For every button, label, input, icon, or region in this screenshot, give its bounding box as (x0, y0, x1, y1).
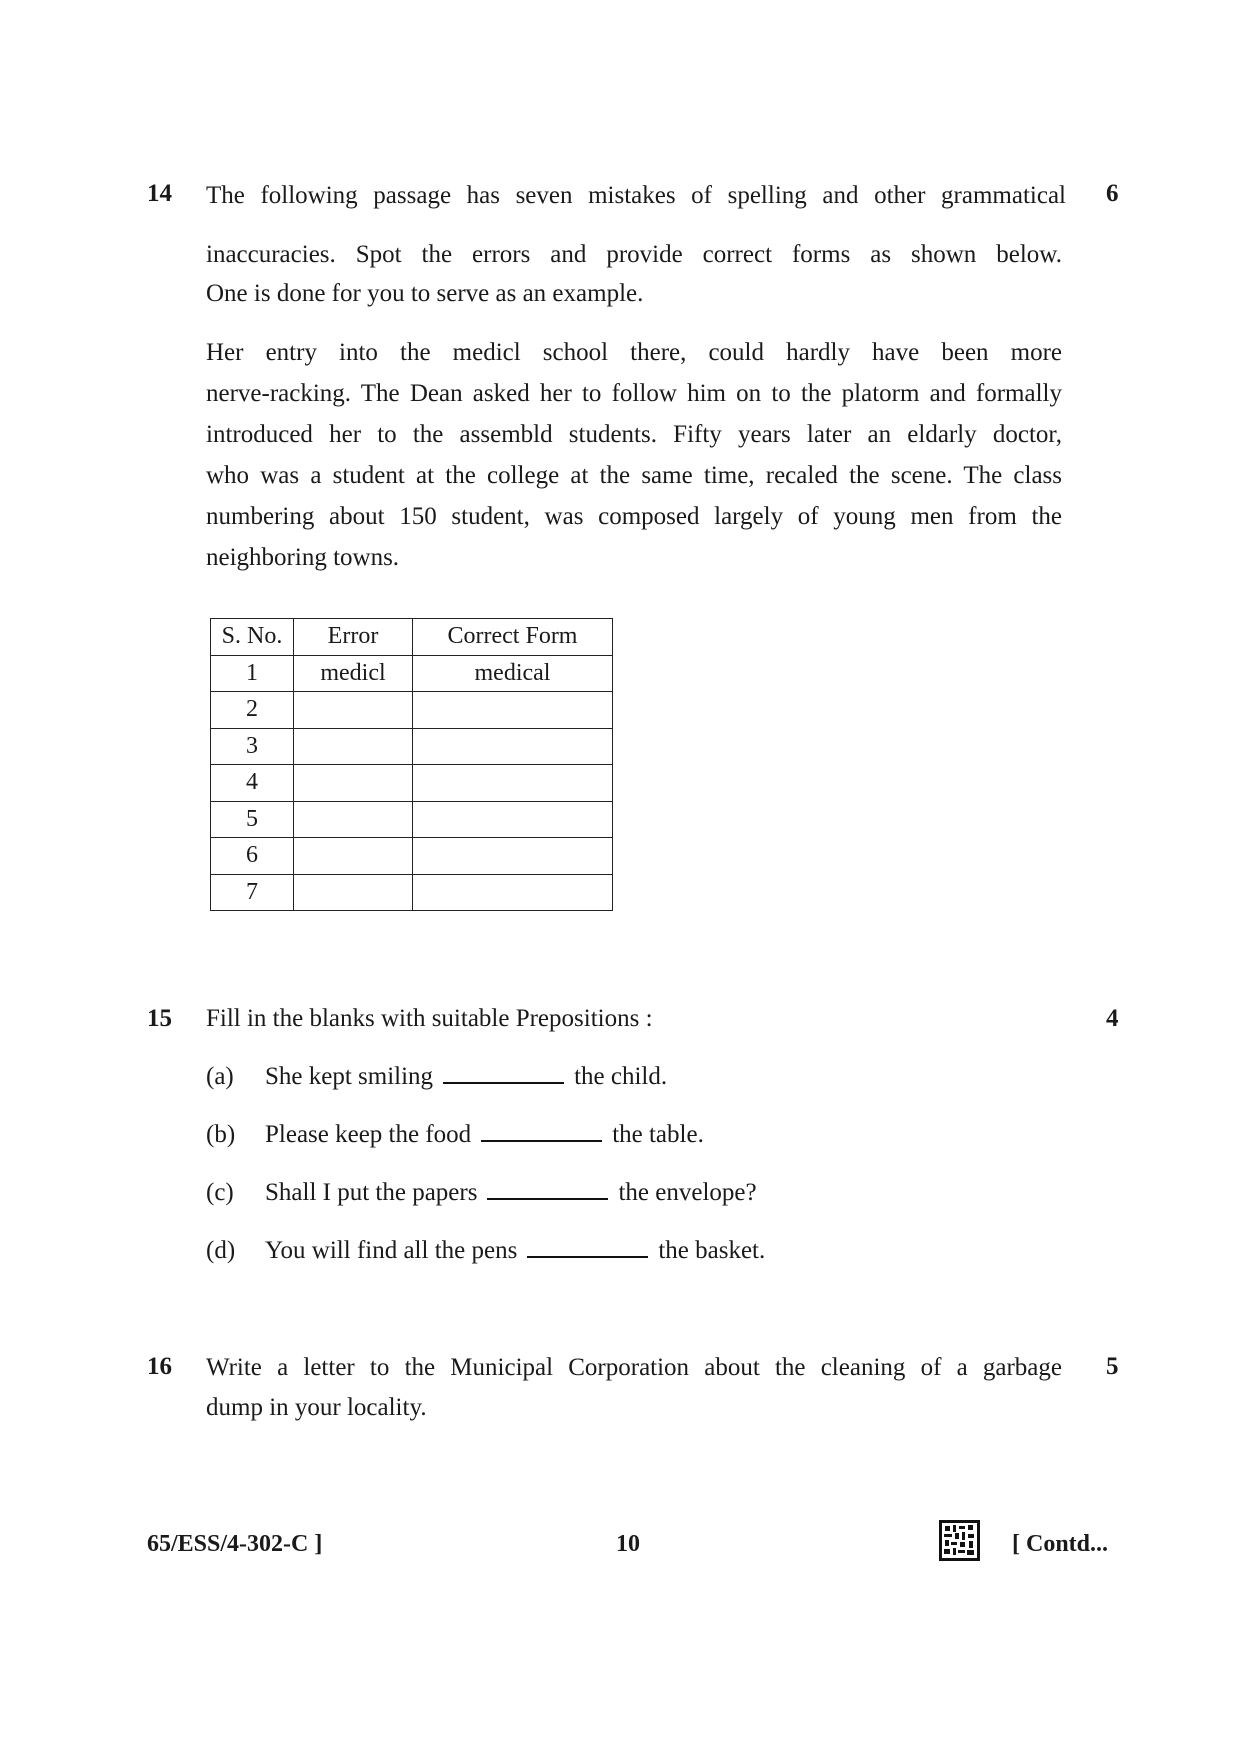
passage-line: Her entry into the medicl school there, could hardly have been more (206, 339, 1062, 366)
cell-sno: 3 (211, 728, 294, 765)
cell-error (294, 765, 413, 802)
q14-intro-line1: The following passage has seven mistakes of spelling and other grammatical (206, 182, 1066, 209)
cell-correct-form (413, 692, 613, 729)
passage-line: numbering about 150 student, was composed largely of young men from the (206, 503, 1062, 530)
passage-line: neighboring towns. (206, 544, 400, 571)
cell-error (294, 692, 413, 729)
table-row (211, 728, 613, 765)
cell-sno: 1 (211, 655, 294, 692)
q15-number: 15 (147, 1005, 172, 1032)
item-text-before: Please keep the food (265, 1121, 472, 1148)
table-row (211, 838, 613, 875)
q14-passage (206, 332, 1062, 578)
q15-item-c (206, 1179, 757, 1207)
cell-correct-form (413, 874, 613, 911)
cell-sno: 4 (211, 765, 294, 802)
item-text-after: the child. (574, 1063, 668, 1090)
table-header-row (211, 619, 613, 656)
table-row (211, 655, 613, 692)
q15-marks: 4 (1106, 1005, 1119, 1032)
header-error: Error (294, 619, 413, 656)
table-row (211, 765, 613, 802)
cell-sno: 6 (211, 838, 294, 875)
passage-line: introduced her to the assembld students. Fifty years later an eldarly doctor, (206, 421, 1062, 448)
error-correction-table (210, 618, 613, 911)
cell-error (294, 801, 413, 838)
table-row (211, 874, 613, 911)
header-sno: S. No. (211, 619, 294, 656)
q14-intro-line3: One is done for you to serve as an example. (206, 280, 644, 307)
cell-correct-form (413, 801, 613, 838)
q16-line2: dump in your locality. (206, 1394, 427, 1421)
item-text-after: the envelope? (618, 1179, 757, 1206)
q14-marks: 6 (1106, 180, 1119, 207)
item-label: (d) (206, 1237, 236, 1264)
q14-number: 14 (147, 180, 172, 207)
q15-item-b (206, 1121, 704, 1149)
item-text-before: Shall I put the papers (265, 1179, 478, 1206)
page-number: 10 (616, 1531, 640, 1557)
cell-correct-form (413, 765, 613, 802)
answer-blank[interactable] (481, 1139, 602, 1142)
answer-blank[interactable] (527, 1255, 648, 1258)
passage-line: nerve-racking. The Dean asked her to follow him on to the platorm and formally (206, 380, 1062, 407)
table-row (211, 692, 613, 729)
cell-sno: 5 (211, 801, 294, 838)
q15-prompt: Fill in the blanks with suitable Prepositions : (206, 1005, 653, 1032)
cell-error: medicl (294, 655, 413, 692)
item-text-before: You will find all the pens (265, 1237, 518, 1264)
item-label: (c) (206, 1179, 234, 1206)
cell-correct-form: medical (413, 655, 613, 692)
item-text-after: the basket. (658, 1237, 766, 1264)
answer-blank[interactable] (487, 1197, 608, 1200)
q14-intro-line2: inaccuracies. Spot the errors and provide correct forms as shown below. (206, 241, 1062, 268)
cell-error (294, 838, 413, 875)
q16-marks: 5 (1106, 1353, 1119, 1380)
cell-sno: 2 (211, 692, 294, 729)
qr-code-icon (939, 1520, 980, 1561)
cell-correct-form (413, 728, 613, 765)
item-text-after: the table. (612, 1121, 704, 1148)
q16-number: 16 (147, 1353, 172, 1380)
cell-error (294, 728, 413, 765)
table-row (211, 801, 613, 838)
cell-correct-form (413, 838, 613, 875)
answer-blank[interactable] (443, 1081, 564, 1084)
paper-code: 65/ESS/4-302-C ] (147, 1531, 323, 1557)
header-correct-form: Correct Form (413, 619, 613, 656)
q15-item-d (206, 1237, 765, 1265)
q16-line1: Write a letter to the Municipal Corporation about the cleaning of a garbage (206, 1354, 1062, 1381)
continued-label: [ Contd... (1012, 1531, 1109, 1557)
item-text-before: She kept smiling (265, 1063, 434, 1090)
q15-item-a (206, 1063, 667, 1091)
item-label: (a) (206, 1063, 234, 1090)
cell-error (294, 874, 413, 911)
item-label: (b) (206, 1121, 236, 1148)
passage-line: who was a student at the college at the same time, recaled the scene. The class (206, 462, 1062, 489)
cell-sno: 7 (211, 874, 294, 911)
